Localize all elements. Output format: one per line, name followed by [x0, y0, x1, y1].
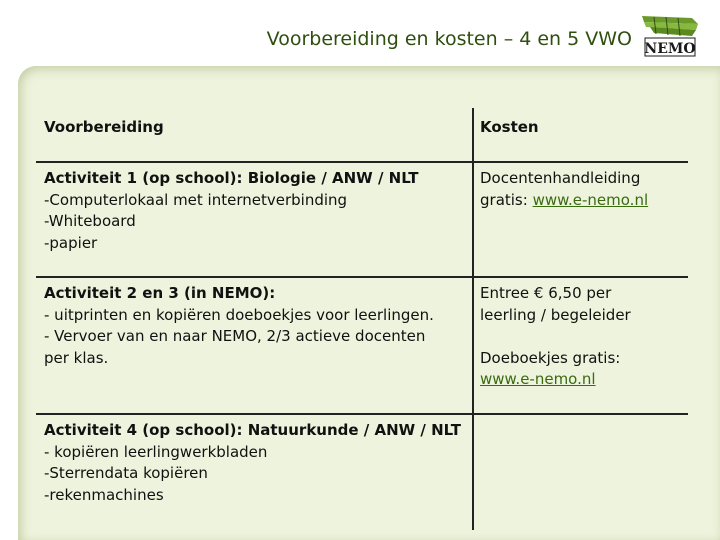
list-item: - uitprinten en kopiëren doeboekjes voor leerlingen. [44, 305, 434, 324]
list-item: -Whiteboard [44, 212, 136, 230]
list-item: -Sterrendata kopiëren [44, 464, 208, 482]
activity-1-title: Activiteit 1 (op school): Biologie / ANW / NLT [44, 169, 419, 187]
activity-4-title: Activiteit 4 (op school): Natuurkunde / ANW / NLT [44, 421, 461, 439]
column-divider [472, 108, 474, 530]
list-item: per klas. [44, 348, 109, 367]
cost-text: Doeboekjes gratis: [480, 348, 621, 367]
activity-4-cell [44, 420, 461, 506]
list-item: -papier [44, 233, 98, 252]
cost-text: leerling / begeleider [480, 305, 631, 324]
activity-2-3-cell [44, 283, 434, 369]
slide-title: Voorbereiding en kosten – 4 en 5 VWO [266, 28, 632, 50]
activity-2-3-title: Activiteit 2 en 3 (in NEMO): [44, 284, 276, 302]
nemo-logo-icon [640, 14, 698, 60]
e-nemo-link[interactable]: www.e-nemo.nl [480, 370, 596, 388]
cost-2-3-cell [480, 283, 631, 391]
nemo-logo-graphic [640, 14, 698, 60]
list-item: -Computerlokaal met internetverbinding [44, 190, 348, 209]
spacer [480, 326, 631, 348]
list-item: - kopiëren leerlingwerkbladen [44, 442, 268, 461]
cost-text: Docentenhandleiding [480, 169, 641, 187]
cost-text-with-link [480, 190, 648, 212]
logo-text: NEMO [644, 41, 696, 57]
cost-prefix: gratis: [480, 190, 533, 209]
activity-1-cell [44, 168, 419, 254]
row-divider [36, 276, 688, 278]
header-voorbereiding: Voorbereiding [44, 118, 164, 136]
header-kosten: Kosten [480, 118, 539, 136]
list-item: - Vervoer van en naar NEMO, 2/3 actieve docenten [44, 327, 426, 345]
e-nemo-link[interactable]: www.e-nemo.nl [532, 190, 649, 209]
row-divider [36, 413, 688, 415]
cost-text: Entree € 6,50 per [480, 284, 612, 302]
cost-1-cell [480, 168, 648, 211]
row-divider [36, 161, 688, 163]
list-item: -rekenmachines [44, 485, 164, 504]
